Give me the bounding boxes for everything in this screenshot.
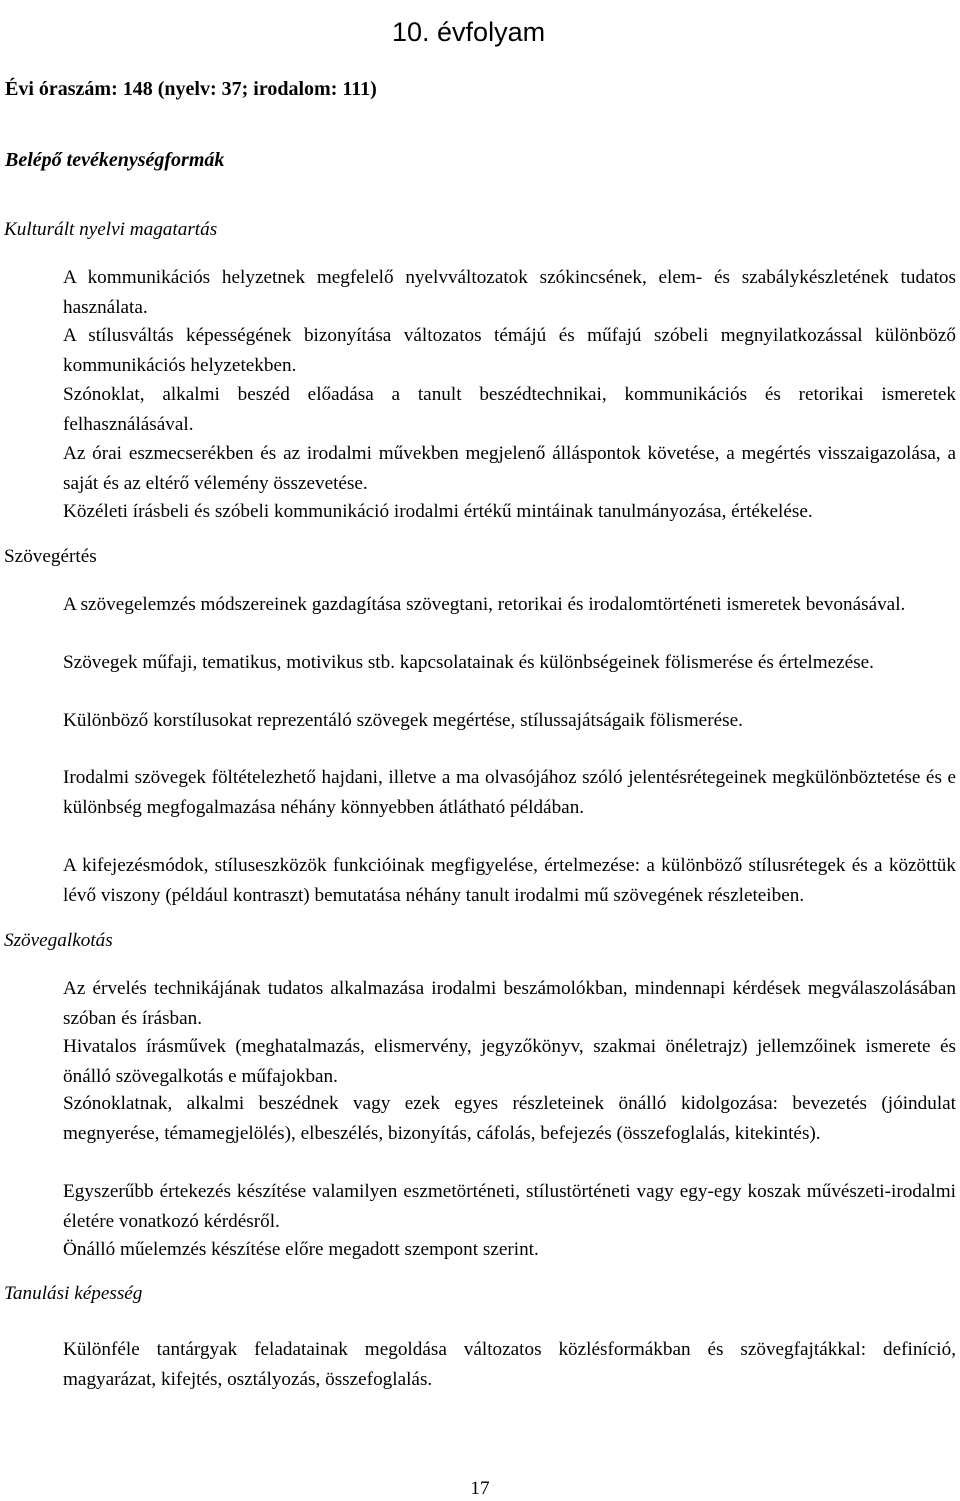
paragraph: Szónoklat, alkalmi beszéd előadása a tanult beszédtechnikai, kommunikációs és retorikai ismeretek felhasználásával.	[63, 384, 956, 435]
paragraph: Szövegek műfaji, tematikus, motivikus stb. kapcsolatainak és különbségeinek fölismerése és értelmezése.	[63, 652, 874, 674]
paragraph: Különböző korstílusokat reprezentáló szövegek megértése, stílussajátságaik fölismerése.	[63, 710, 743, 732]
paragraph: Az órai eszmecserékben és az irodalmi művekben megjelenő álláspontok követése, a megértés visszaigazolása, a saját és az eltérő vélemény összevetése.	[63, 443, 956, 494]
page-number: 17	[470, 1478, 490, 1499]
paragraph: Az érvelés technikájának tudatos alkalmazása irodalmi beszámolókban, mindennapi kérdések megválaszolásában szóban és írásban.	[63, 978, 956, 1029]
paragraph: Irodalmi szövegek föltételezhető hajdani, illetve a ma olvasójához szóló jelentésrétegeinek megkülönböztetése és e különbség megfogalmazása néhány könnyebben átlátható példában.	[63, 767, 956, 819]
section-heading-text-comprehension: Szövegértés	[4, 546, 97, 567]
page-title: 10. évfolyam	[392, 17, 546, 48]
paragraph: A kommunikációs helyzetnek megfelelő nyelvváltozatok szókincsének, elem- és szabálykészletének tudatos használata.	[63, 267, 956, 318]
paragraph: Egyszerűbb értekezés készítése valamilyen eszmetörténeti, stílustörténeti vagy egy-egy koszak művészeti-irodalmi életére vonatkozó kérdésről.	[63, 1181, 956, 1232]
paragraph: A stílusváltás képességének bizonyítása változatos témájú és műfajú szóbeli megnyilatkozással különböző kommunikációs helyzetekben.	[63, 325, 956, 376]
paragraph: Különféle tantárgyak feladatainak megoldása változatos közlésformákban és szövegfajtákkal: definíció, magyarázat, kifejtés, osztályozás, összefoglalás.	[63, 1339, 956, 1390]
paragraph: Önálló műelemzés készítése előre megadott szempont szerint.	[63, 1239, 539, 1261]
paragraph: Hivatalos írásművek (meghatalmazás, elismervény, jegyzőkönyv, szakmai önéletrajz) jellemzőinek ismerete és önálló szövegalkotás e műfajokban.	[63, 1036, 956, 1087]
section-heading-cultured-language: Kulturált nyelvi magatartás	[4, 219, 218, 240]
paragraph: A szövegelemzés módszereinek gazdagítása szövegtani, retorikai és irodalomtörténeti ismeretek bevonásával.	[63, 594, 906, 616]
paragraph: Szónoklatnak, alkalmi beszédnek vagy ezek egyes részleteinek önálló kidolgozása: bevezetés (jóindulat megnyerése, témamegjelölés), elbeszélés, bizonyítás, cáfolás, befejezés (összefoglalás, kitekintés).	[63, 1093, 956, 1144]
entry-activities-heading: Belépő tevékenységformák	[5, 149, 225, 171]
paragraph: A kifejezésmódok, stíluseszközök funkcióinak megfigyelése, értelmezése: a különböző stílusrétegek és a közöttük lévő viszony (például kontraszt) bemutatása néhány tanult irodalmi mű szövegének részleteiben.	[63, 855, 956, 907]
paragraph: Közéleti írásbeli és szóbeli kommunikáció irodalmi értékű mintáinak tanulmányozása, értékelése.	[63, 501, 813, 523]
section-heading-text-composition: Szövegalkotás	[4, 930, 113, 951]
annual-hours-heading: Évi óraszám: 148 (nyelv: 37; irodalom: 111)	[5, 78, 377, 100]
section-heading-learning-ability: Tanulási képesség	[4, 1283, 143, 1304]
